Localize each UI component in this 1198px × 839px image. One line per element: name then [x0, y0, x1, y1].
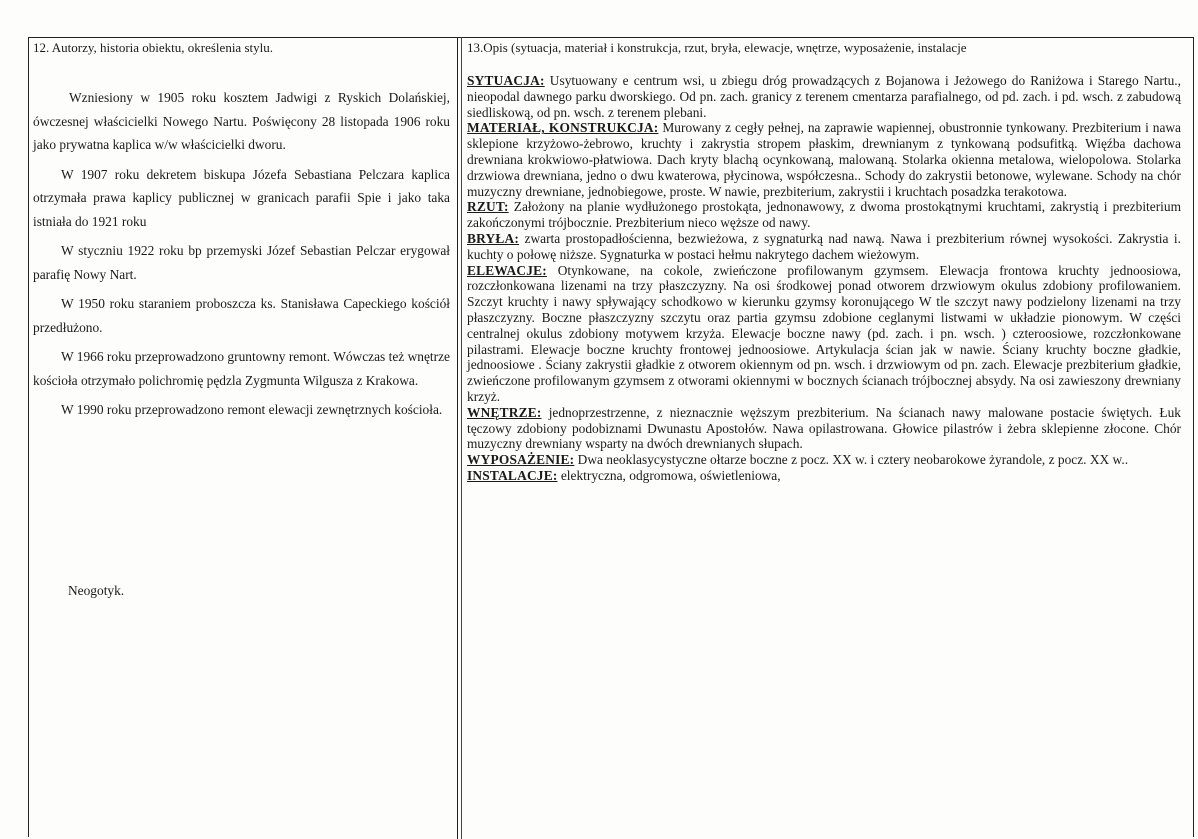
section-label: WYPOSAŻENIE: [467, 452, 575, 468]
section-text: elektryczna, odgromowa, oświetleniowa, [557, 467, 781, 483]
history-paragraph: W 1990 roku przeprowadzono remont elewacji zewnętrznych kościoła. [61, 402, 443, 417]
section-massing [467, 231, 1181, 263]
description-text [467, 73, 1181, 484]
history-paragraph: W 1950 roku staraniem proboszcza ks. Stanisława Capeckiego kościół przedłużono. [33, 296, 450, 335]
section-label: BRYŁA: [467, 230, 520, 246]
section-material [467, 120, 1181, 199]
section-plan [467, 199, 1181, 231]
section-elevations [467, 263, 1181, 405]
section-text: Założony na planie wydłużonego prostokąta, jednonawowy, z dwoma prostokątnymi kruchtami, zakrystią i prezbiterium zakończonymi trójbocznie. Prezbiterium nieco węższe od nawy. [467, 199, 1181, 231]
style-designation: Neogotyk. [68, 583, 125, 598]
section-interior [467, 405, 1181, 452]
section-text: Otynkowane, na cokole, zwieńczone profilowanym gzymsem. Elewacja frontowa kruchty jednoosiowa, rozczłonkowana lizenami na trzy płaszczyzny. Na osi środkowej ponad otworem drzwiowym okulus zdobiony profilowaniem. Szczyt kruchty i nawy spływający schodkowo w kierunku gzymsy koronującego W tle szczyt nawy podzielony lizenami na trzy płaszczyzny. Boczne płaszczyzny szczytu oraz partia gzymsu zdobione ceglanymi listwami w układzie pionowym. W części centralnej okulus zdobiony motywem krzyża. Elewacje boczne nawy (pd. zach. i pn. wsch. ) czteroosiowe, rozczłonkowane pilastrami. Elewacje boczne kruchty frontowej jednoosiowe. Artykulacja ścian jak w nawie. Ściany kruchty boczne gładkie, jednoosiowe . Ściany zakrystii gładkie z otworem okiennym od pn. wsch. i drzwiowym od pn. zach. Elewacje prezbiterium gładkie, zwieńczone profilowanym gzymsem z otworami okiennymi w bocznych ścianach trójbocznej absydy. Na osi zawieszony drewniany krzyż. [467, 262, 1181, 404]
section-label: RZUT: [467, 199, 509, 215]
section-label: ELEWACJE: [467, 262, 547, 278]
section-situation [467, 73, 1181, 120]
section-furnishings [467, 452, 1181, 468]
history-text [33, 86, 450, 428]
section-text: zwarta prostopadłościenna, bezwieżowa, z sygnaturką nad nawą. Nawa i prezbiterium równej wysokości. Zakrystia i. kuchty o połowę niższe. Sygnaturka w postaci hełmu nakrytego dachem wieżowym. [467, 230, 1181, 262]
history-paragraph: W styczniu 1922 roku bp przemyski Józef Sebastian Pelczar erygował parafię Nowy Nart. [33, 243, 450, 282]
left-column-header: 12. Autorzy, historia obiektu, określenia stylu. [33, 40, 273, 55]
section-label: WNĘTRZE: [467, 404, 542, 420]
section-label: MATERIAŁ, KONSTRUKCJA: [467, 120, 659, 136]
history-paragraph: Wzniesiony w 1905 roku kosztem Jadwigi z Ryskich Dolańskiej, ówczesnej właścicielki Nowego Nartu. Poświęcony 28 listopada 1906 roku jako prywatna kaplica w/w właścicielki dworu. [33, 90, 450, 152]
section-text: Dwa neoklasycystyczne ołtarze boczne z pocz. XX w. i cztery neobarokowe żyrandole, z pocz. XX w.. [574, 452, 1129, 468]
section-text: Usytuowany e centrum wsi, u zbiegu dróg prowadzących z Bojanowa i Jeżowego do Raniżowa i Starego Nartu., nieopodal dawnego parku dworskiego. Od pn. zach. granicy z terenem cmentarza parafialnego, od pd. zach. i pd. wsch. z zabudową siedliskową, od pn. wsch. z terenem plebani. [467, 73, 1181, 120]
history-paragraph: W 1907 roku dekretem biskupa Józefa Sebastiana Pelczara kaplica otrzymała prawa kaplicy publicznej w granicach parafii Spie i jako taka istniała do 1921 roku [33, 166, 450, 229]
column-divider-inner [461, 37, 462, 839]
section-label: SYTUACJA: [467, 73, 545, 88]
section-text: Murowany z cegły pełnej, na zaprawie wapiennej, obustronnie tynkowany. Prezbiterium i nawa sklepione krzyżowo-żebrowo, kruchty i zakrystia stropem płaskim, drewnianym z tynkowaną podsufitką. Więźba dachowa drewniana krokwiowo-płatwiowa. Dach kryty blachą ocynkowaną, malowaną. Stolarka okienna metalowa, wielopolowa. Stolarka drzwiowa drewniana, jedno o dwu kwaterowa, płycinowa, współczesna.. Schody do zakrystii betonowe, wylewane. Schody na chór muzyczny drewniane, jednobiegowe, proste. W nawie, prezbiterium, zakrystii i kruchtach posadzka terakotowa. [467, 120, 1181, 199]
column-divider [457, 37, 458, 839]
right-column-header: 13.Opis (sytuacja, materiał i konstrukcja, rzut, bryła, elewacje, wnętrze, wyposażenie, instalacje [467, 40, 967, 55]
history-paragraph: W 1966 roku przeprowadzono gruntowny remont. Wówczas też wnętrze kościoła otrzymało polichromię pędzla Zygmunta Wilgusza z Krakowa. [33, 349, 450, 388]
section-text: jednoprzestrzenne, z nieznacznie węższym prezbiterium. Na ścianach nawy malowane postacie świętych. Łuk tęczowy zdobiony podobiznami Dwunastu Apostołów. Nawa opilastrowana. Głowice pilastrów i żebra sklepienne złocone. Chór muzyczny drewniany wsparty na dwóch drewnianych słupach. [467, 404, 1181, 452]
section-installations [467, 468, 1181, 484]
section-label: INSTALACJE: [467, 467, 558, 483]
